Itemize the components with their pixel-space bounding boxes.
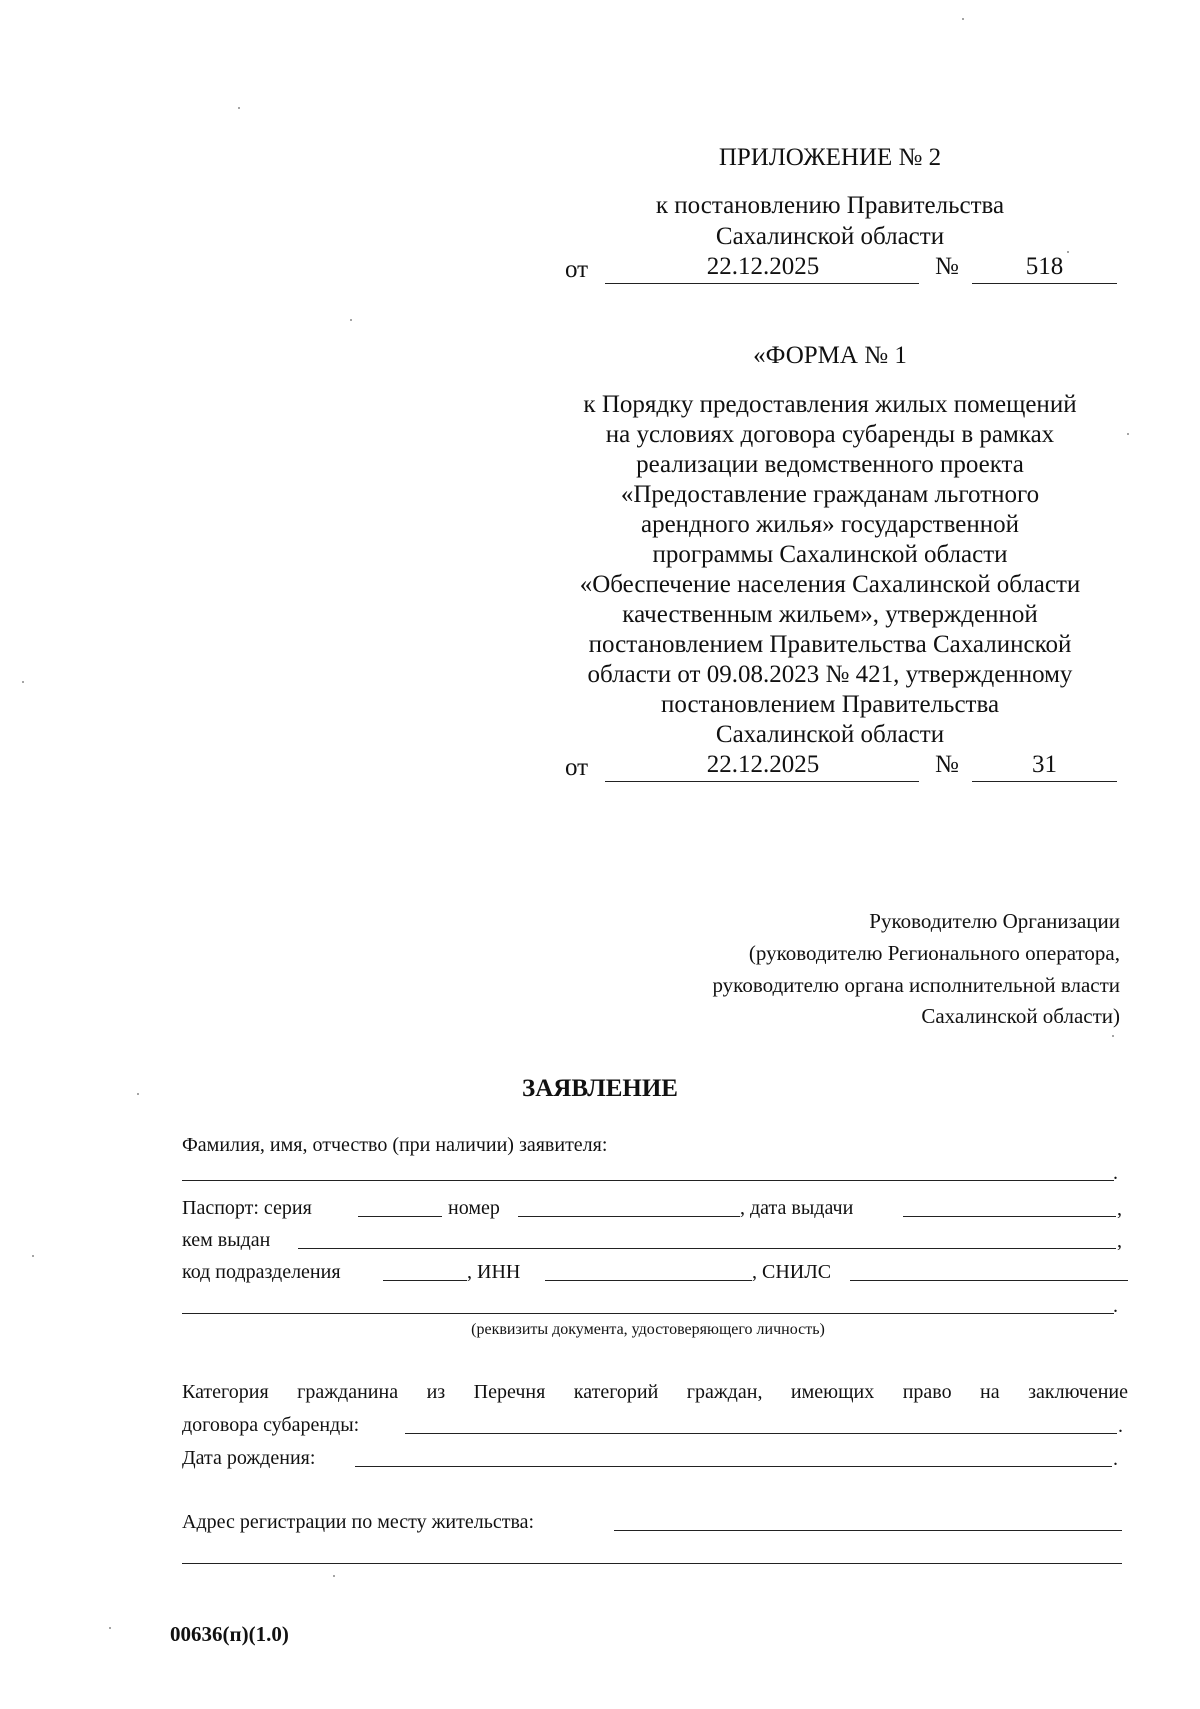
scan-speck (1127, 433, 1129, 435)
form-line: на условиях договора субаренды в рамках (605, 421, 1055, 448)
appendix-date: 22.12.2025 (706, 253, 820, 280)
form-date-line (605, 781, 919, 782)
passport-number-label: номер (448, 1197, 500, 1219)
birth-date-label: Дата рождения: (182, 1447, 316, 1469)
form-line: «Обеспечение населения Сахалинской области (579, 571, 1081, 598)
scan-speck (238, 107, 240, 109)
form-line: реализации ведомственного проекта (636, 451, 1024, 478)
issue-date-field-line (903, 1216, 1116, 1217)
form-line: постановлением Правительства (660, 691, 1000, 718)
form-line: к Порядку предоставления жилых помещений (583, 391, 1077, 418)
form-line: Сахалинской области (715, 721, 945, 748)
category-label-line1: Категория гражданина из Перечня категорий граждан, имеющих право на заключение (182, 1381, 1128, 1403)
division-code-label: код подразделения (182, 1261, 341, 1283)
appendix-title: ПРИЛОЖЕНИЕ № 2 (718, 144, 942, 171)
fio-label: Фамилия, имя, отчество (при наличии) заявителя: (182, 1134, 608, 1156)
passport-series-label: Паспорт: серия (182, 1197, 312, 1219)
form-line: «Предоставление гражданам льготного (620, 481, 1040, 508)
appendix-line: к постановлению Правительства (655, 192, 1005, 219)
application-title: ЗАЯВЛЕНИЕ (522, 1075, 678, 1102)
appendix-from-label: от (565, 256, 589, 283)
address-field-line (614, 1530, 1122, 1531)
category-label-line2: договора субаренды: (182, 1414, 360, 1436)
appendix-number: 518 (1025, 253, 1064, 280)
scan-speck (32, 1255, 34, 1257)
scan-speck (137, 1093, 139, 1095)
form-line: арендного жилья» государственной (640, 511, 1019, 538)
form-from-label: от (565, 754, 589, 781)
form-number-line (972, 781, 1117, 782)
scan-speck (1112, 1035, 1114, 1037)
appendix-number-line (972, 283, 1117, 284)
form-line: области от 09.08.2023 № 421, утвержденному (587, 661, 1073, 688)
id-doc-period: . (1113, 1295, 1118, 1317)
inn-field-line (545, 1280, 752, 1281)
category-period: . (1118, 1415, 1123, 1437)
issue-date-label: , дата выдачи (740, 1197, 854, 1219)
passport-comma: , (1117, 1198, 1122, 1220)
scan-speck (1067, 251, 1069, 253)
birth-date-field-line (355, 1466, 1112, 1467)
fio-field-line (182, 1180, 1114, 1181)
issued-by-label: кем выдан (182, 1229, 271, 1251)
scan-speck (333, 1575, 335, 1577)
form-title: «ФОРМА № 1 (753, 342, 907, 369)
issued-by-field-line (298, 1248, 1116, 1249)
issued-by-comma: , (1117, 1230, 1122, 1252)
inn-label: , ИНН (467, 1261, 521, 1283)
address-label: Адрес регистрации по месту жительства: (182, 1511, 535, 1533)
id-doc-extra-line (182, 1313, 1114, 1314)
address-extra-line (182, 1563, 1122, 1564)
id-doc-caption: (реквизиты документа, удостоверяющего личность) (471, 1321, 825, 1338)
scan-speck (962, 18, 964, 20)
form-line: постановлением Правительства Сахалинской (588, 631, 1072, 658)
form-number: 31 (1032, 751, 1057, 778)
form-number-label: № (935, 751, 959, 778)
addressee-line: руководителю органа исполнительной власти (712, 973, 1120, 997)
scan-speck (22, 681, 24, 683)
birth-date-period: . (1113, 1448, 1118, 1470)
passport-series-field-line (358, 1216, 442, 1217)
appendix-number-label: № (935, 253, 959, 280)
appendix-line: Сахалинской области (715, 223, 945, 250)
appendix-date-line (605, 283, 919, 284)
division-code-field-line (383, 1280, 467, 1281)
addressee-line: (руководителю Регионального оператора, (748, 941, 1120, 965)
form-line: программы Сахалинской области (652, 541, 1008, 568)
snils-label: , СНИЛС (752, 1261, 832, 1283)
category-field-line (405, 1433, 1117, 1434)
addressee-line: Руководителю Организации (869, 909, 1120, 933)
form-date: 22.12.2025 (706, 751, 820, 778)
snils-field-line (850, 1280, 1128, 1281)
fio-period: . (1113, 1162, 1118, 1184)
footer-form-code: 00636(п)(1.0) (170, 1622, 289, 1646)
passport-number-field-line (518, 1216, 740, 1217)
addressee-line: Сахалинской области) (921, 1004, 1120, 1028)
scan-speck (109, 1627, 111, 1629)
form-line: качественным жильем», утвержденной (622, 601, 1038, 628)
scan-speck (350, 319, 352, 321)
